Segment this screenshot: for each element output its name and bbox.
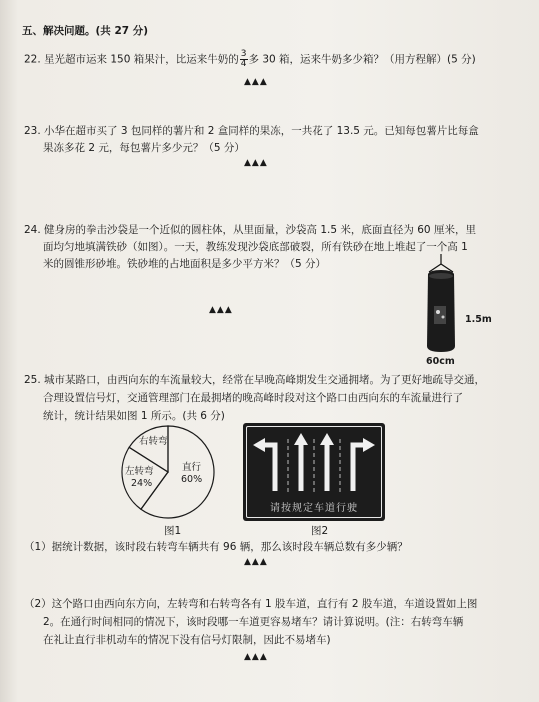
q24-line2: 面均匀地填满铁砂（如图）。一天，教练发现沙袋底部破裂，所有铁砂在地上堆起了一个高 1 [43, 241, 468, 253]
road-sign [243, 423, 385, 521]
pie-value-left: 24% [131, 478, 153, 489]
q25-line2: 合理设置信号灯，交通管理部门在最拥堵的晚高峰时段对这个路口由西向东的车流量进行了 [43, 392, 463, 404]
fraction-denominator: 4 [240, 59, 247, 69]
left-arrow-head [253, 438, 265, 452]
fig1-caption: 图1 [164, 525, 182, 537]
q25-line3: 统计，统计结果如图 1 所示。(共 6 分) [43, 410, 225, 422]
q25-sub2-line2: 2。在通行时间相同的情况下，该时段哪一车道更容易堵车？请计算说明。(注：右转弯车辆 [43, 616, 464, 628]
answer-marker: ▲▲▲ [244, 652, 268, 662]
section-title: 五、解决问题。(共 27 分) [22, 25, 149, 37]
road-sign-text: 请按规定车道行驶 [270, 503, 358, 514]
answer-marker: ▲▲▲ [244, 158, 268, 168]
fraction-numerator: 3 [240, 49, 247, 59]
fig2-caption: 图2 [311, 525, 329, 537]
q22-text-a: 22. 星光超市运来 150 箱果汁，比运来牛奶的 [24, 53, 239, 66]
height-label: 1.5m [465, 314, 492, 325]
q25-sub1: （1）据统计数据，该时段右转弯车辆共有 96 辆，那么该时段车辆总数有多少辆？ [24, 541, 408, 553]
fraction [240, 50, 248, 69]
q25-sub2-line1: （2）这个路口由西向东方向，左转弯和右转弯各有 1 股车道，直行有 2 股车道，车道设置如上图 [24, 598, 478, 610]
q24-line1: 24. 健身房的拳击沙袋是一个近似的圆柱体，从里面量，沙袋高 1.5 米，底面直径为 60 厘米，里 [24, 224, 476, 236]
q23-line2: 果冻多花 2 元，每包薯片多少元？（5 分） [43, 142, 245, 154]
pie-label-left: 左转弯 [125, 466, 154, 477]
q22-text-b: 多 30 箱，运来牛奶多少箱？（用方程解）(5 分) [248, 53, 476, 66]
q23-line1: 23. 小华在超市买了 3 包同样的薯片和 2 盒同样的果冻，一共花了 13.5 元。已知每包薯片比每盒 [24, 125, 479, 137]
q24-line3: 米的圆锥形砂堆。铁砂堆的占地面积是多少平方米？（5 分） [43, 258, 327, 270]
question-22 [24, 50, 476, 69]
punching-bag-figure [418, 254, 464, 358]
answer-marker: ▲▲▲ [244, 557, 268, 567]
pie-label-right: 右转弯 [139, 436, 168, 447]
pie-value-straight: 60% [181, 474, 203, 485]
straight-arrow-head [320, 433, 334, 445]
straight-arrow-head [294, 433, 308, 445]
pie-label-straight: 直行 [182, 462, 202, 473]
right-arrow-head [363, 438, 375, 452]
q25-line1: 25. 城市某路口，由西向东的车流量较大，经常在早晚高峰期发生交通拥堵。为了更好地疏导交通， [24, 374, 486, 386]
left-turn-arrow [263, 445, 275, 491]
answer-marker: ▲▲▲ [209, 305, 233, 315]
answer-marker: ▲▲▲ [244, 77, 268, 87]
diameter-label: 60cm [426, 356, 455, 367]
lane-arrows [249, 431, 379, 493]
q25-sub2-line3: 在礼让直行非机动车的情况下没有信号灯限制，因此不易堵车) [43, 634, 331, 646]
